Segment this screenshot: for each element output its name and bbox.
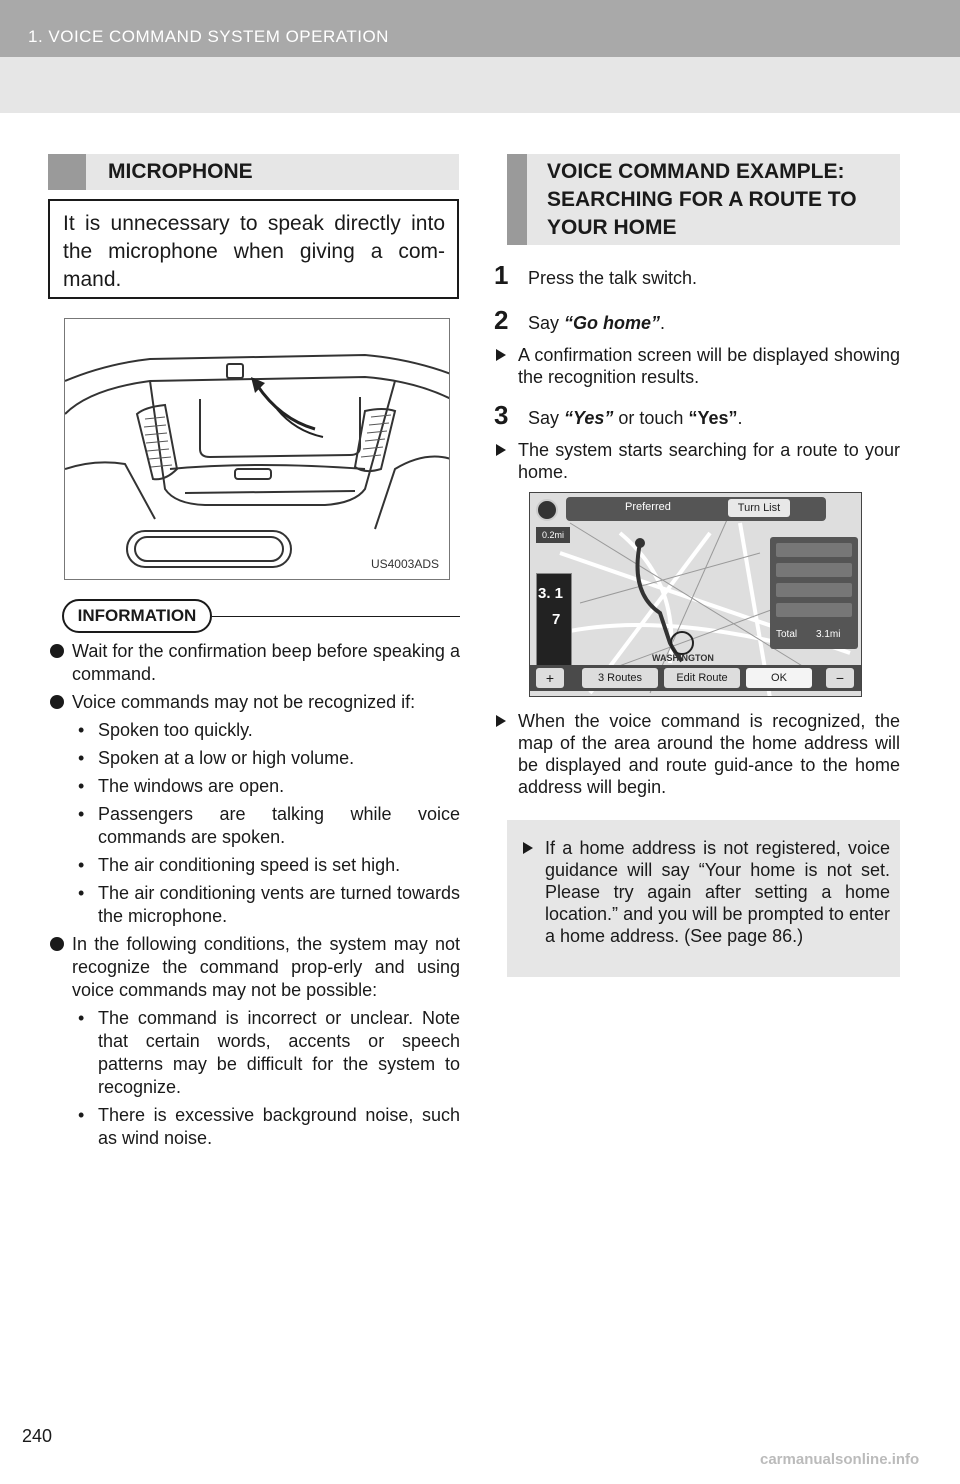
step-1 — [494, 260, 698, 290]
microphone-illustration — [64, 318, 450, 580]
heading-bar — [507, 154, 527, 245]
info-item — [48, 933, 460, 1150]
info-item — [48, 691, 460, 928]
zoom-out-button[interactable]: − — [826, 668, 854, 688]
info-button-icon[interactable] — [536, 499, 558, 521]
info-subitem: • Spoken at a low or high volume. — [78, 748, 355, 768]
summary-row — [776, 543, 852, 557]
microphone-heading — [48, 154, 459, 190]
edit-route-button[interactable]: Edit Route — [664, 668, 740, 688]
total-label: Total — [776, 629, 798, 640]
page-number: 240 — [22, 1426, 53, 1446]
info-subitem: • The air conditioning speed is set high. — [78, 855, 401, 875]
heading-bar — [48, 154, 86, 190]
info-sublist — [72, 719, 460, 928]
routes-button[interactable]: 3 Routes — [582, 668, 658, 688]
info-subitem: • Spoken too quickly. — [78, 720, 253, 740]
turn-list-button[interactable]: Turn List — [728, 499, 790, 517]
triangle-bullet-icon — [523, 842, 533, 854]
bullet-item: A confirmation screen will be displayed showing the recognition results. — [496, 344, 900, 388]
info-subitem: • The windows are open. — [78, 776, 285, 796]
info-item — [48, 640, 460, 686]
note-text: If a home address is not registered, voice guidance will say “Your home is not set. Please try again after setting a home location.” and you will be prompted to enter a home address. (See page 86.) — [545, 838, 890, 946]
chapter-title: 1. VOICE COMMAND SYSTEM OPERATION — [28, 27, 389, 46]
overhead-console-drawing — [65, 319, 450, 580]
step-text: Press the talk switch. — [528, 268, 698, 288]
microphone-intro-text: It is unnecessary to speak directly into the microphone when giving a com-mand. — [63, 212, 445, 291]
information-rule — [212, 616, 460, 617]
example-heading-line: YOUR HOME — [547, 216, 677, 239]
step-3: 3 Say “Yes” or touch “Yes”. — [494, 400, 743, 430]
note-bullet — [523, 837, 890, 947]
example-heading — [507, 154, 900, 245]
spoken-command: “Go home” — [564, 313, 661, 333]
bullet-dot — [50, 937, 64, 951]
summary-row — [776, 603, 852, 617]
info-subitem: • The air conditioning vents are turned towards the microphone. — [78, 883, 460, 926]
information-tag: INFORMATION — [62, 599, 212, 633]
watermark: carmanualsonline.info — [760, 1451, 920, 1468]
microphone-intro-box — [48, 199, 459, 299]
triangle-bullet-icon — [496, 444, 506, 456]
navigation-map-screenshot — [529, 492, 862, 697]
info-item-text: Voice commands may not be recognized if: — [72, 692, 416, 712]
bullet-item: The system starts searching for a route to your home. — [496, 439, 900, 483]
summary-row — [776, 583, 852, 597]
step-number: 3 — [494, 400, 509, 430]
city-label: WASHINGTON — [652, 653, 714, 663]
info-subitem: • The command is incorrect or unclear. Note that certain words, accents or speech patterns may be difficult for the system to recognize. — [78, 1008, 460, 1097]
bullet-item: When the voice command is recognized, the map of the area around the home address will be displayed and route guid-ance to the home address will begin. — [496, 710, 900, 798]
microphone-heading-text: MICROPHONE — [108, 160, 253, 183]
speed-bottom-value: 7 — [552, 611, 561, 628]
touch-button-label: “Yes” — [688, 408, 738, 428]
example-heading-line: VOICE COMMAND EXAMPLE: — [547, 160, 845, 183]
information-list — [48, 640, 460, 1155]
example-heading-line: SEARCHING FOR A ROUTE TO — [547, 188, 857, 211]
note-box — [507, 820, 900, 977]
zoom-in-button[interactable]: + — [536, 668, 564, 688]
figure-code: US4003ADS — [370, 557, 439, 571]
distance-readout: 0.2mi — [536, 527, 570, 543]
step-2: 2 Say “Go home”. — [494, 305, 666, 335]
triangle-bullet-icon — [496, 715, 506, 727]
total-value: 3.1mi — [816, 629, 841, 640]
preferred-label: Preferred — [625, 501, 671, 513]
spoken-command: “Yes” — [564, 408, 614, 428]
triangle-bullet-icon — [496, 349, 506, 361]
bullet-dot — [50, 695, 64, 709]
info-sublist — [72, 1007, 460, 1150]
ok-button[interactable]: OK — [746, 668, 812, 688]
info-subitem: • Passengers are talking while voice commands are spoken. — [78, 804, 460, 847]
bullet-dot — [50, 644, 64, 658]
info-subitem: • There is excessive background noise, such as wind noise. — [78, 1105, 460, 1148]
speed-top-value: 3. 1 — [538, 585, 564, 602]
info-item-text: In the following conditions, the system may not recognize the command prop-erly and using voice commands may not be possible: — [72, 934, 460, 1000]
info-item-text: Wait for the confirmation beep before speaking a command. — [72, 641, 460, 684]
summary-row — [776, 563, 852, 577]
step-number: 1 — [494, 260, 509, 290]
step-number: 2 — [494, 305, 509, 335]
